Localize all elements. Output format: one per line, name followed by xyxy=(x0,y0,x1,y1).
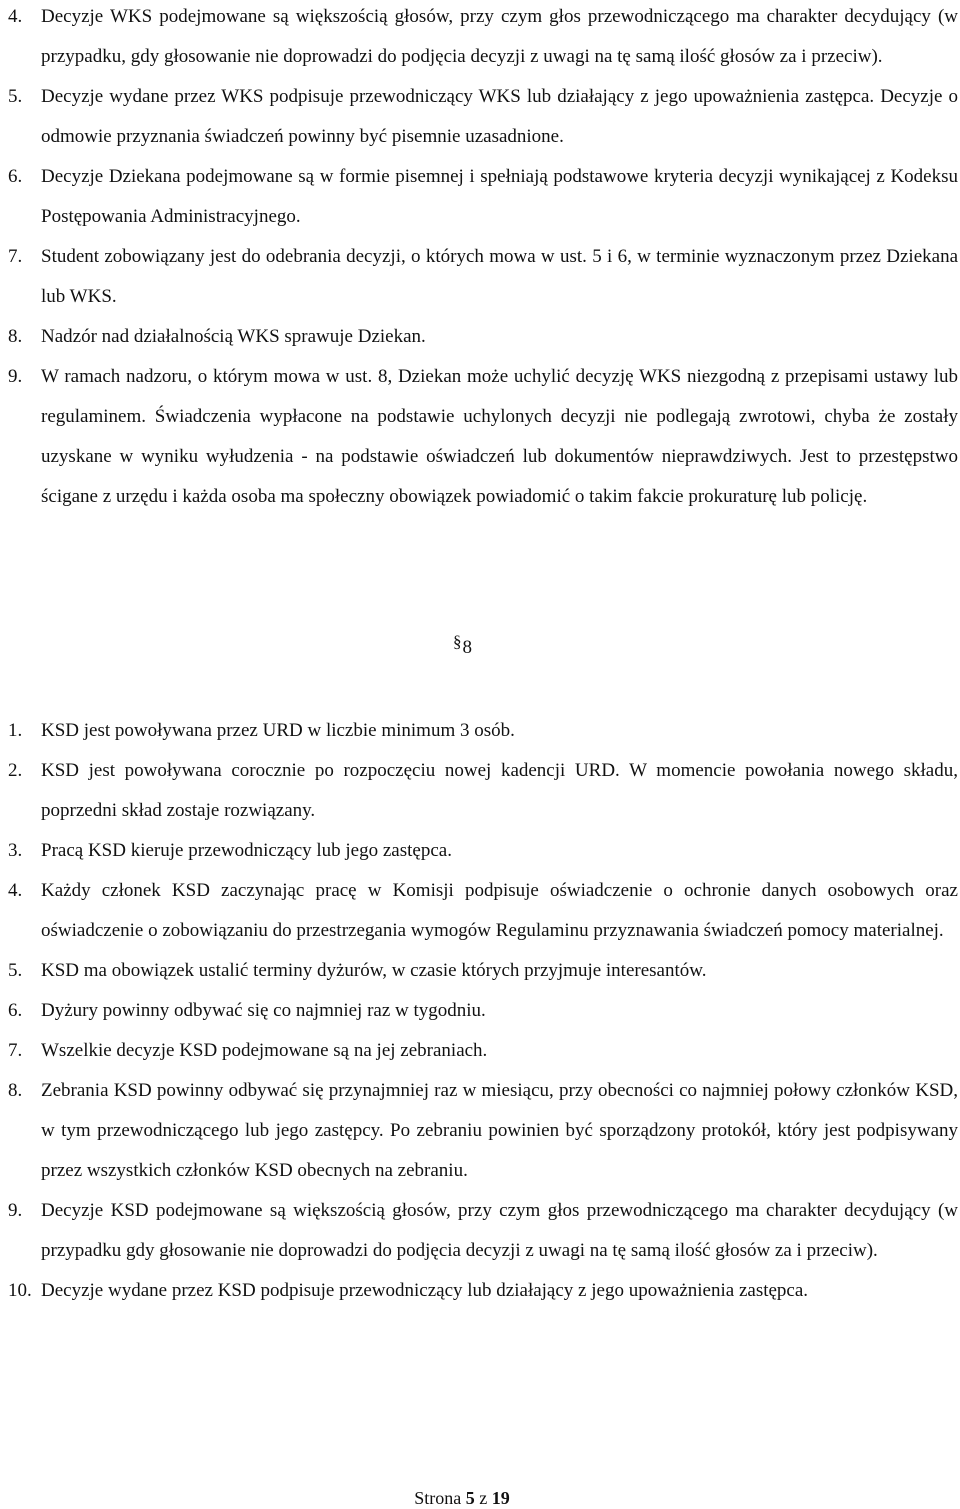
list-item xyxy=(8,1191,958,1271)
item-text: Decyzje WKS podejmowane są większością głosów, przy czym głos przewodniczącego ma charakter decydujący (w przypadku, gdy głosowanie nie doprowadzi do podjęcia decyzji z uwagi na tę samą ilość głosów za i przeciw). xyxy=(41,6,958,67)
footer-prefix: Strona xyxy=(414,1488,462,1508)
item-number: 8. xyxy=(8,326,23,347)
item-text: Decyzje wydane przez KSD podpisuje przewodniczący lub działający z jego upoważnienia zastępca. xyxy=(41,1280,809,1301)
page-footer xyxy=(0,1488,924,1508)
item-number: 4. xyxy=(8,880,23,901)
item-number: 1. xyxy=(8,720,23,741)
list-item xyxy=(8,751,958,831)
item-number: 4. xyxy=(8,6,23,27)
list-item xyxy=(8,1071,958,1191)
item-text: KSD jest powoływana przez URD w liczbie minimum 3 osób. xyxy=(41,720,515,741)
footer-total-pages: 19 xyxy=(491,1488,510,1508)
item-number: 5. xyxy=(8,86,23,107)
item-number: 3. xyxy=(8,840,23,861)
section-number: 8 xyxy=(462,637,472,658)
list-item xyxy=(8,951,958,991)
item-number: 7. xyxy=(8,246,23,267)
list-item xyxy=(8,1031,958,1071)
list-item xyxy=(8,871,958,951)
item-text: Student zobowiązany jest do odebrania decyzji, o których mowa w ust. 5 i 6, w terminie wyznaczonym przez Dziekana lub WKS. xyxy=(41,246,958,307)
wks-rules-list xyxy=(8,0,958,517)
item-text: Wszelkie decyzje KSD podejmowane są na jej zebraniach. xyxy=(41,1040,488,1061)
list-item xyxy=(8,317,958,357)
list-item xyxy=(8,1271,958,1311)
item-number: 6. xyxy=(8,1000,23,1021)
item-text: KSD jest powoływana corocznie po rozpoczęciu nowej kadencji URD. W momencie powołania nowego składu, poprzedni skład zostaje rozwiązany. xyxy=(41,760,958,821)
item-text: Decyzje KSD podejmowane są większością głosów, przy czym głos przewodniczącego ma charakter decydujący (w przypadku gdy głosowanie nie doprowadzi do podjęcia decyzji z uwagi na tę samą ilość głosów za i przeciw). xyxy=(41,1200,958,1261)
footer-current-page: 5 xyxy=(465,1488,475,1508)
list-item xyxy=(8,157,958,237)
list-item xyxy=(8,0,958,77)
item-number: 8. xyxy=(8,1080,23,1101)
item-number: 2. xyxy=(8,760,23,781)
list-item xyxy=(8,831,958,871)
list-item xyxy=(8,991,958,1031)
item-number: 9. xyxy=(8,1200,23,1221)
item-text: Decyzje wydane przez WKS podpisuje przewodniczący WKS lub działający z jego upoważnienia zastępca. Decyzje o odmowie przyznania świadczeń powinny być pisemnie uzasadnione. xyxy=(41,86,958,147)
list-item xyxy=(8,237,958,317)
item-number: 7. xyxy=(8,1040,23,1061)
item-text: Dyżury powinny odbywać się co najmniej raz w tygodniu. xyxy=(41,1000,486,1021)
item-text: Nadzór nad działalnością WKS sprawuje Dziekan. xyxy=(41,326,426,347)
footer-separator: z xyxy=(479,1488,488,1508)
section-heading xyxy=(453,632,472,660)
list-item xyxy=(8,357,958,517)
section-symbol: § xyxy=(453,632,462,651)
item-text: Decyzje Dziekana podejmowane są w formie pisemnej i spełniają podstawowe kryteria decyzji wynikającej z Kodeksu Postępowania Administracyjnego. xyxy=(41,166,958,227)
item-number: 6. xyxy=(8,166,23,187)
item-text: Zebrania KSD powinny odbywać się przynajmniej raz w miesiącu, przy obecności co najmniej połowy członków KSD, w tym przewodniczącego lub jego zastępcy. Po zebraniu powinien być sporządzony protokół, który jest podpisywany przez wszystkich członków KSD obecnych na zebraniu. xyxy=(41,1080,958,1181)
item-number: 9. xyxy=(8,366,23,387)
item-text: Pracą KSD kieruje przewodniczący lub jego zastępca. xyxy=(41,840,452,861)
item-number: 5. xyxy=(8,960,23,981)
ksd-rules-list xyxy=(8,711,958,1311)
item-number: 10. xyxy=(8,1280,32,1301)
item-text: Każdy członek KSD zaczynając pracę w Komisji podpisuje oświadczenie o ochronie danych osobowych oraz oświadczenie o zobowiązaniu do przestrzegania wymogów Regulaminu przyznawania świadczeń pomocy materialnej. xyxy=(41,880,958,941)
item-text: W ramach nadzoru, o którym mowa w ust. 8, Dziekan może uchylić decyzję WKS niezgodną z przepisami ustawy lub regulaminem. Świadczenia wypłacone na podstawie uchylonych decyzji nie podlegają zwrotowi, chyba że zostały uzyskane w wyniku wyłudzenia - na podstawie oświadczeń lub dokumentów nieprawdziwych. Jest to przestępstwo ścigane z urzędu i każda osoba ma społeczny obowiązek powiadomić o takim fakcie prokuraturę lub policję. xyxy=(41,366,958,507)
item-text: KSD ma obowiązek ustalić terminy dyżurów, w czasie których przyjmuje interesantów. xyxy=(41,960,707,981)
list-item xyxy=(8,711,958,751)
list-item xyxy=(8,77,958,157)
